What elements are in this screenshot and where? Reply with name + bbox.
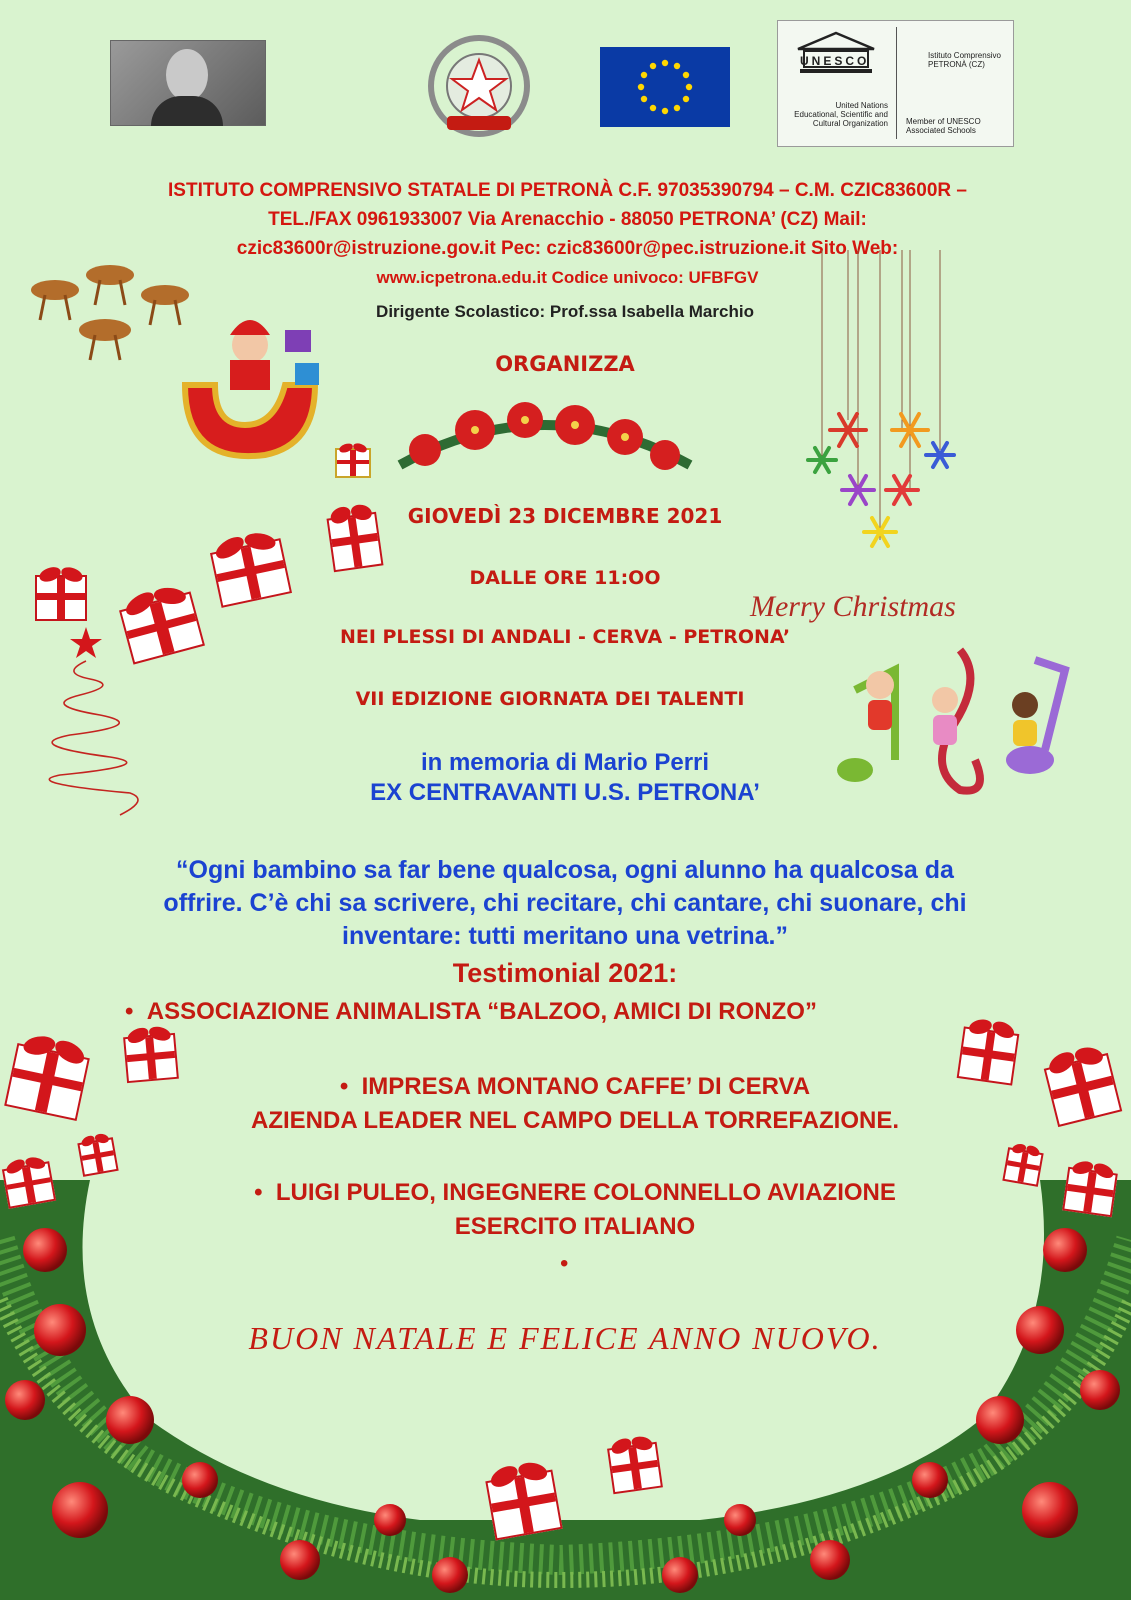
gift-box-icon: [210, 538, 292, 608]
member-line1: Member of UNESCO: [906, 117, 981, 126]
bullet-icon: •: [254, 1179, 276, 1206]
header-line1: ISTITUTO COMPRENSIVO STATALE DI PETRONÀ C.F. 97035390794 – C.M. CZIC83600R –: [168, 180, 967, 201]
gift-box-icon: [1002, 1147, 1043, 1187]
testimonial-item3-line1: LUIGI PULEO, INGEGNERE COLONNELLO AVIAZIONE: [275, 1179, 896, 1206]
gift-box-icon: [2, 1161, 56, 1209]
italian-emblem-logo: [425, 32, 533, 140]
gift-box-icon: [1062, 1167, 1118, 1218]
gift-box-icon: [326, 512, 383, 572]
unesco-sub1: United Nations: [835, 101, 888, 110]
event-time: DALLE ORE 11:OO: [469, 567, 661, 589]
testimonial-item1-text: ASSOCIAZIONE ANIMALISTA “BALZOO, AMICI DI RONZO”: [146, 998, 817, 1025]
bottom-pine-garland: [0, 1180, 1131, 1600]
testimonial-item3-line2: ESERCITO ITALIANO: [454, 1213, 696, 1240]
unesco-logo: [777, 20, 1014, 147]
unesco-sub2: Educational, Scientific and: [794, 110, 888, 119]
gift-box-icon: [607, 1442, 663, 1495]
gift-box-icon: [119, 591, 205, 664]
quote-line3: inventare: tutti meritano una vetrina.”: [342, 922, 788, 950]
hanging-snowflakes-decoration: [800, 250, 970, 560]
quote-line1: “Ogni bambino sa far bene qualcosa, ogni alunno ha qualcosa da: [176, 856, 954, 884]
gift-box-icon: [77, 1137, 118, 1177]
unesco-name: UNESCO: [800, 54, 870, 68]
header-line3: czic83600r@istruzione.gov.it Pec: czic83600r@pec.istruzione.it Sito Web:: [236, 238, 899, 259]
gift-box-icon: [35, 575, 87, 621]
header-line4: www.icpetrona.edu.it Codice univoco: UFBFGV: [376, 268, 759, 287]
quote-block: [60, 854, 1070, 953]
event-date: GIOVEDÌ 23 DICEMBRE 2021: [407, 504, 723, 528]
testimonial-item2: [100, 1070, 1050, 1138]
dirigente-line: Dirigente Scolastico: Prof.ssa Isabella Marchio: [376, 302, 754, 321]
organizza-label: ORGANIZZA: [495, 352, 635, 376]
event-edition: VII EDIZIONE GIORNATA DEI TALENTI: [355, 688, 745, 710]
gift-box-icon: [1044, 1053, 1123, 1127]
gift-box-icon: [957, 1026, 1020, 1085]
closing-greeting: BUON NATALE E FELICE ANNO NUOVO.: [248, 1320, 882, 1356]
memoria-line2: EX CENTRAVANTI U.S. PETRONA’: [370, 779, 760, 806]
bullet-icon: •: [125, 998, 147, 1025]
poinsettia-garland: [395, 395, 695, 485]
gift-box-icon: [123, 1033, 179, 1083]
portrait-photo: [110, 40, 266, 126]
memoria-block: [300, 748, 830, 808]
music-kids-illustration: [835, 640, 1075, 810]
event-places: NEI PLESSI DI ANDALI - CERVA - PETRONA’: [339, 626, 791, 648]
bullet-icon: •: [339, 1073, 362, 1100]
gift-box-icon: [335, 448, 371, 478]
empty-bullet-icon: •: [560, 1250, 569, 1277]
testimonial-item2-line2: AZIENDA LEADER NEL CAMPO DELLA TORREFAZIONE.: [250, 1107, 900, 1134]
school-name1: Istituto Comprensivo: [928, 51, 1001, 60]
memoria-line1: in memoria di Mario Perri: [420, 749, 710, 776]
gift-box-icon: [4, 1043, 90, 1121]
gift-box-icon: [485, 1470, 562, 1541]
testimonial-item2-line1: IMPRESA MONTANO CAFFE’ DI CERVA: [361, 1073, 811, 1100]
member-line2: Associated Schools: [906, 126, 976, 135]
santa-sleigh-illustration: [15, 235, 345, 495]
unesco-sub3: Cultural Organization: [812, 119, 888, 128]
school-name2: PETRONÀ (CZ): [928, 60, 985, 69]
merry-christmas-text: Merry Christmas: [750, 590, 956, 623]
portrait-face: [166, 49, 208, 101]
quote-line2: offrire. C’è chi sa scrivere, chi recitare, chi cantare, chi suonare, chi: [163, 889, 967, 917]
eu-flag-logo: [600, 47, 730, 127]
testimonial-title: Testimonial 2021:: [452, 958, 678, 988]
testimonial-item1: [125, 998, 1075, 1026]
portrait-body: [151, 96, 223, 126]
header-line2: TEL./FAX 0961933007 Via Arenacchio - 88050 PETRONA’ (CZ) Mail:: [268, 209, 867, 230]
